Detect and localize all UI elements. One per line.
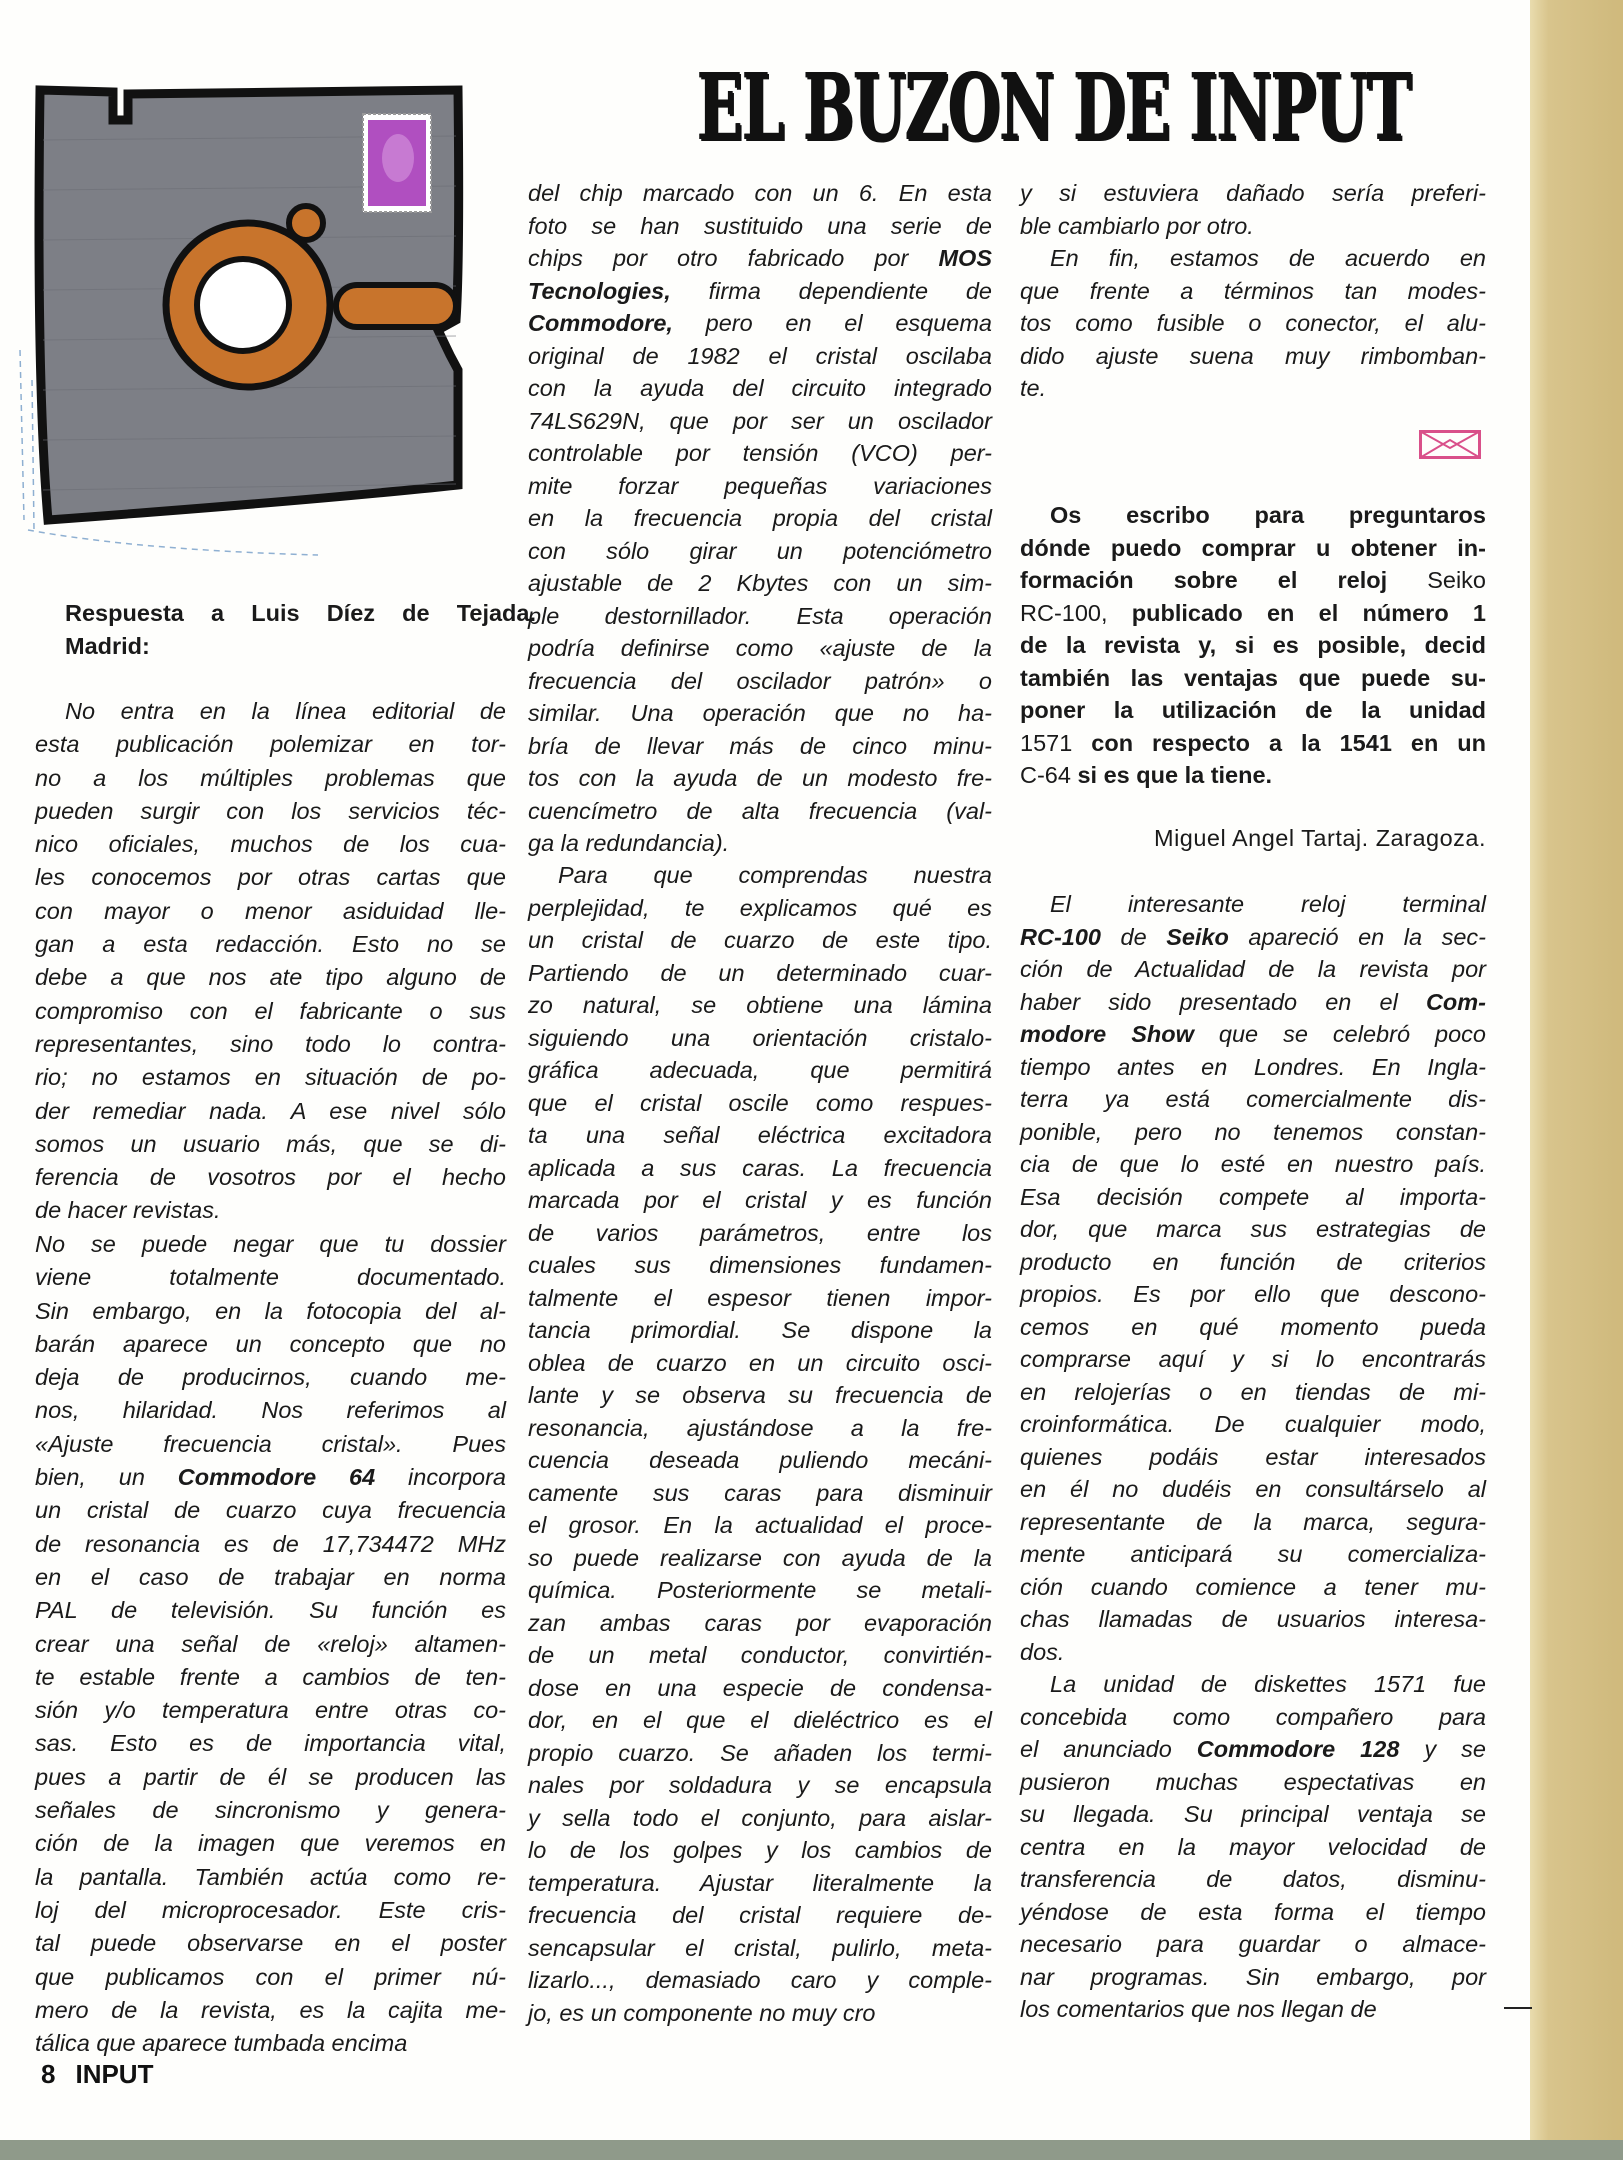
letter-heading [35, 597, 536, 664]
text-line: podría definirse como «ajuste de la [528, 635, 992, 661]
text-line: controlable por tensión (VCO) per- [528, 440, 992, 466]
text-line: dónde puedo comprar u obtener in- [1020, 534, 1486, 561]
text-line: de la revista y, si es posible, decid [1020, 632, 1486, 658]
text-line: propio cuarzo. Se añaden los termi- [528, 1739, 992, 1766]
text-line: con sólo girar un potenciómetro [528, 537, 992, 564]
text-line: compromiso con el fabricante o sus [35, 997, 506, 1024]
text-line: los comentarios que nos llegan de [1020, 1996, 1377, 2022]
text-line: tos con la ayuda de un modesto fre- [528, 765, 992, 791]
regular-term: 1571 [1020, 729, 1073, 756]
text-line: ción de Actualidad de la revista por [1020, 956, 1486, 982]
paragraph [1020, 177, 1486, 242]
text-line: dose en una especie de condensa- [528, 1674, 992, 1701]
text-line: oblea de cuarzo en un circuito osci- [528, 1349, 992, 1376]
scan-edge [0, 2140, 1623, 2160]
text-line: en él no dudéis en consultárselo al [1020, 1476, 1486, 1502]
text-line: también las ventajas que puede su- [1020, 664, 1486, 691]
text-segment: publicado en el número 1 [1107, 599, 1486, 626]
text-line: la pantalla. También actúa como re- [35, 1863, 506, 1890]
text-line: pueden surgir con los servicios téc- [35, 797, 506, 824]
column-1 [35, 0, 536, 2100]
text-line: En fin, estamos de acuerdo en [1050, 245, 1486, 271]
text-segment: incorpora [375, 1464, 507, 1491]
text-line: dor, en el que el dieléctrico es el [528, 1707, 992, 1733]
envelope-icon [1419, 430, 1481, 459]
text-line: nales por soldadura y se encapsula [528, 1772, 992, 1798]
bold-term: Tecnologies, [528, 277, 671, 304]
text-line: ple destornillador. Esta operación [528, 602, 992, 629]
text-line: cuencia deseada puliendo mecáni- [528, 1447, 992, 1473]
text-line: marcada por el cristal y es función [528, 1187, 992, 1213]
text-line: similar. Una operación que no ha- [528, 700, 992, 726]
text-line: frecuencia del oscilador patrón» o [528, 667, 992, 694]
text-line: sencapsular el cristal, pulirlo, meta- [528, 1934, 992, 1961]
text-line: necesario para guardar o almace- [1020, 1931, 1486, 1957]
text-line: lante y se observa su frecuencia de [528, 1382, 992, 1408]
text-line [528, 242, 992, 275]
text-line: cuencímetro de alta frecuencia (val- [528, 797, 992, 824]
text-line: Os escribo para preguntaros [1050, 502, 1486, 528]
text-segment: firma dependiente de [670, 277, 992, 304]
text-line [1020, 986, 1486, 1019]
paragraph [1020, 499, 1486, 792]
text-line: ción cuando comience a tener mu- [1020, 1573, 1486, 1600]
text-line: transferencia de datos, disminu- [1020, 1866, 1486, 1892]
text-line: Respuesta a Luis Díez de Tejada. [65, 600, 536, 626]
text-line: representantes, sino todo lo contra- [35, 1030, 506, 1057]
paragraph [1020, 888, 1486, 1668]
text-line: debe a que nos ate tipo alguno de [35, 964, 506, 991]
text-line: comprarse aquí y si lo encontrarás [1020, 1346, 1486, 1372]
paragraph [35, 1228, 506, 2060]
text-line [1020, 1733, 1486, 1766]
text-line: frecuencia del cristal requiere de- [528, 1902, 992, 1928]
text-line: deja de producirnos, cuando me- [35, 1364, 506, 1391]
text-line [1020, 727, 1486, 760]
text-line [1020, 921, 1486, 954]
magazine-name: INPUT [75, 2059, 154, 2089]
text-line: loj del microprocesador. Este cris- [35, 1896, 506, 1923]
text-line: ción de la imagen que veremos en [35, 1830, 506, 1857]
text-line: de un metal conductor, convirtién- [528, 1642, 992, 1668]
text-line: que frente a términos tan modes- [1020, 277, 1486, 304]
bold-term: MOS [938, 245, 992, 271]
text-line: No entra en la línea editorial de [65, 698, 506, 724]
text-line: Partiendo de un determinado cuar- [528, 959, 992, 986]
page-edge-mark [1504, 2007, 1532, 2009]
text-line [1020, 1018, 1486, 1051]
text-line: cuales sus dimensiones fundamen- [528, 1252, 992, 1278]
text-line: der remediar nada. A ese nivel sólo [35, 1097, 506, 1124]
text-line: te estable frente a cambios de ten- [35, 1663, 506, 1690]
text-line: dos. [1020, 1638, 1065, 1665]
text-line: yéndose de esta forma el tiempo [1020, 1898, 1486, 1925]
text-line: con mayor o menor asiduidad lle- [35, 897, 506, 924]
column-2 [528, 0, 992, 2100]
text-line [528, 307, 992, 340]
text-line: pues a partir de él se producen las [35, 1763, 506, 1790]
paragraph [1020, 1668, 1486, 2026]
text-segment: formación sobre el reloj [1020, 567, 1428, 593]
text-segment: bien, un [35, 1464, 178, 1491]
text-line: Para que comprendas nuestra [558, 862, 992, 888]
text-line: el grosor. En la actualidad el proce- [528, 1512, 992, 1538]
paragraph [1020, 242, 1486, 405]
text-segment: que se celebró poco [1193, 1021, 1486, 1047]
text-line: tálica que aparece tumbada encima [35, 2030, 408, 2057]
text-line: que el cristal oscile como respues- [528, 1089, 992, 1116]
bold-term: RC-100 [1020, 923, 1101, 950]
text-segment: y se [1399, 1736, 1486, 1762]
text-line: esta publicación polemizar en tor- [35, 731, 506, 758]
paragraph [528, 859, 992, 2029]
paragraph [528, 177, 992, 860]
text-line: «Ajuste frecuencia cristal». Pues [35, 1430, 506, 1457]
text-line: aplicada a sus caras. La frecuencia [528, 1154, 992, 1181]
text-line: pusieron muchas espectativas en [1020, 1768, 1486, 1795]
text-line: El interesante reloj terminal [1050, 891, 1486, 917]
text-line: ajustable de 2 Kbytes con un sim- [528, 570, 992, 596]
text-line: perplejidad, te explicamos qué es [528, 894, 992, 921]
text-line: quienes podáis estar interesados [1020, 1443, 1486, 1470]
text-line [528, 275, 992, 308]
text-line: poner la utilización de la unidad [1020, 697, 1486, 723]
page-title: EL BUZON DE INPUT [697, 53, 1411, 161]
text-line: crear una señal de «reloj» altamen- [35, 1630, 506, 1657]
text-segment: con respecto a la 1541 en un [1072, 729, 1486, 756]
text-line: lizarlo..., demasiado caro y comple- [528, 1967, 992, 1993]
text-line: ponible, pero no tenemos constan- [1020, 1118, 1486, 1145]
text-line: foto se han sustituido una serie de [528, 212, 992, 239]
text-segment: chips por otro fabricado por [528, 245, 939, 271]
text-line: nico oficiales, muchos de los cua- [35, 831, 506, 858]
text-segment: de [1100, 923, 1167, 950]
text-line: camente sus caras para disminuir [528, 1479, 992, 1506]
text-line: 74LS629N, que por ser un oscilador [528, 407, 992, 434]
text-line: somos un usuario más, que se di- [35, 1130, 506, 1157]
column-3 [1020, 0, 1486, 2100]
letter-signature [1020, 822, 1486, 855]
text-line: No se puede negar que tu dossier [35, 1231, 506, 1257]
text-line: dido ajuste suena muy rimbomban- [1020, 342, 1486, 369]
paragraph [35, 695, 506, 1228]
text-line: lo de los golpes y los cambios de [528, 1837, 992, 1863]
text-segment: el anunciado [1020, 1736, 1197, 1762]
text-line: original de 1982 el cristal oscilaba [528, 342, 992, 369]
text-line: un cristal de cuarzo cuya frecuencia [35, 1497, 506, 1524]
text-line: bría de llevar más de cinco minu- [528, 732, 992, 759]
text-line: talmente el espesor tienen impor- [528, 1284, 992, 1311]
text-line: PAL de televisión. Su función es [35, 1597, 506, 1624]
text-line: viene totalmente documentado. [35, 1264, 506, 1291]
text-line: señales de sincronismo y genera- [35, 1797, 506, 1824]
text-segment: haber sido presentado en el [1020, 988, 1426, 1015]
text-line: y si estuviera dañado sería preferi- [1020, 180, 1486, 206]
text-line: gráfica adecuada, que permitirá [528, 1057, 992, 1083]
text-line [35, 1461, 506, 1494]
text-line: no a los múltiples problemas que [35, 764, 506, 791]
text-line: Miguel Angel Tartaj. Zaragoza. [1154, 825, 1486, 851]
text-line: barán aparece un concepto que no [35, 1330, 506, 1357]
text-line: representante de la marca, segura- [1020, 1508, 1486, 1535]
regular-term: RC-100, [1020, 599, 1108, 626]
text-segment: apareció en la sec- [1228, 923, 1486, 950]
bold-term: Com- [1425, 988, 1486, 1015]
text-line: croinformática. De cualquier modo, [1020, 1411, 1486, 1437]
text-line: de hacer revistas. [35, 1197, 221, 1224]
text-line: Esa decisión compete al importa- [1020, 1183, 1486, 1210]
text-line: tancia primordial. Se dispone la [528, 1317, 992, 1343]
text-line: centra en la mayor velocidad de [1020, 1833, 1486, 1860]
regular-term: Seiko [1427, 567, 1486, 593]
text-line: ga la redundancia). [528, 830, 730, 856]
text-line: zan ambas caras por evaporación [528, 1609, 992, 1636]
text-line [1020, 759, 1486, 792]
bold-term: Commodore 64 [177, 1464, 376, 1491]
text-line: ta una señal eléctrica excitadora [528, 1122, 992, 1148]
text-line [1020, 597, 1486, 630]
bold-term: Commodore, [528, 310, 673, 336]
text-line: ferencia de vosotros por el hecho [35, 1164, 506, 1191]
text-line: terra ya está comercialmente dis- [1020, 1086, 1486, 1112]
text-line: con la ayuda del circuito integrado [528, 375, 992, 401]
text-line: que publicamos con el primer nú- [35, 1963, 506, 1990]
text-line: tiempo antes en Londres. En Ingla- [1020, 1053, 1486, 1080]
text-line: del chip marcado con un 6. En esta [528, 180, 992, 206]
text-line: mero de la revista, es la cajita me- [35, 1996, 506, 2023]
text-line: sión y/o temperatura entre otras co- [35, 1697, 506, 1724]
text-line: mente anticipará su comercializa- [1020, 1541, 1486, 1567]
text-line: Sin embargo, en la fotocopia del al- [35, 1297, 506, 1324]
bold-term: modore Show [1020, 1021, 1194, 1047]
text-line: de varios parámetros, entre los [528, 1219, 992, 1246]
text-line: so puede realizarse con ayuda de la [528, 1544, 992, 1571]
text-line: producto en función de criterios [1020, 1248, 1486, 1275]
text-line: chas llamadas de usuarios interesa- [1020, 1606, 1486, 1632]
text-line [1020, 564, 1486, 597]
text-line: cemos en qué momento pueda [1020, 1313, 1486, 1340]
text-line: tos como fusible o conector, el alu- [1020, 310, 1486, 336]
bold-term: Seiko [1166, 923, 1229, 950]
text-line: sas. Esto es de importancia vital, [35, 1730, 506, 1757]
text-line: cia de que lo esté en nuestro país. [1020, 1151, 1486, 1177]
bold-term: Commodore 128 [1196, 1736, 1400, 1762]
text-line: en el caso de trabajar en norma [35, 1563, 506, 1590]
text-line: les conocemos por otras cartas que [35, 864, 506, 891]
text-line: zo natural, se obtiene una lámina [528, 992, 992, 1018]
text-line: La unidad de diskettes 1571 fue [1050, 1671, 1486, 1697]
text-line: nar programas. Sin embargo, por [1020, 1963, 1486, 1990]
text-line: y sella todo el conjunto, para aislar- [528, 1804, 992, 1831]
text-line: gan a esta redacción. Esto no se [35, 931, 506, 958]
text-segment: pero en el esquema [672, 310, 992, 336]
text-line: resonancia, ajustándose a la fre- [528, 1414, 992, 1441]
page-spine [1530, 0, 1623, 2160]
text-line: en relojerías o en tiendas de mi- [1020, 1378, 1486, 1405]
text-line: temperatura. Ajustar literalmente la [528, 1869, 992, 1896]
text-line: de resonancia es de 17,734472 MHz [35, 1530, 506, 1557]
text-segment: si es que la tiene. [1070, 762, 1273, 788]
text-line: tal puede observarse en el poster [35, 1930, 506, 1957]
text-line: Madrid: [65, 633, 150, 660]
text-line: ble cambiarlo por otro. [1020, 212, 1254, 239]
text-line: un cristal de cuarzo de este tipo. [528, 927, 992, 953]
text-line: te. [1020, 375, 1047, 401]
text-line: propios. Es por ello que descono- [1020, 1281, 1486, 1307]
text-line: dor, que marca sus estrategias de [1020, 1216, 1486, 1242]
text-line: siguiendo una orientación cristalo- [528, 1024, 992, 1051]
text-line: nos, hilaridad. Nos referimos al [35, 1397, 506, 1424]
regular-term: C-64 [1020, 762, 1071, 788]
text-line: concebida como compañero para [1020, 1703, 1486, 1730]
text-line: química. Posteriormente se metali- [528, 1577, 992, 1603]
page-footer [41, 2058, 173, 2090]
page-number: 8 [41, 2059, 56, 2089]
text-line: rio; no estamos en situación de po- [35, 1064, 506, 1091]
text-line: en la frecuencia propia del cristal [528, 505, 992, 531]
text-line: mite forzar pequeñas variaciones [528, 472, 992, 499]
text-line: su llegada. Su principal ventaja se [1020, 1801, 1486, 1827]
text-line: jo, es un componente no muy cro [528, 1999, 876, 2026]
